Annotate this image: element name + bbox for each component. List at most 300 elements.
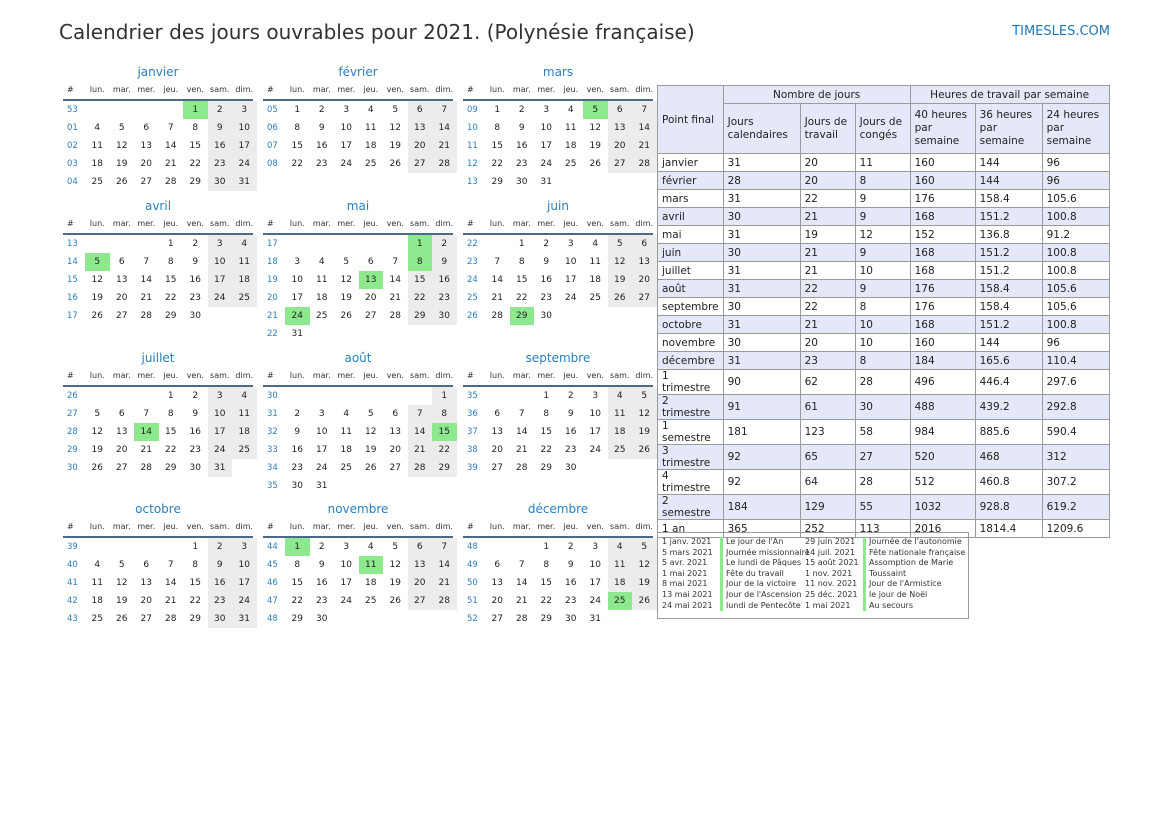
day-cell: 24 xyxy=(232,592,257,610)
summary-value: 62 xyxy=(800,370,855,395)
day-cell: 24 xyxy=(589,596,601,606)
weekday-label: jeu. xyxy=(563,85,579,94)
summary-value: 22 xyxy=(800,280,855,298)
day-cell: 5 xyxy=(632,538,657,556)
summary-value: 65 xyxy=(800,445,855,470)
summary-value: 31 xyxy=(723,262,800,280)
day-cell: 8 xyxy=(192,123,199,133)
day-cell xyxy=(334,387,359,405)
summary-value: 30 xyxy=(723,208,800,226)
header-point-final: Point final xyxy=(658,86,724,154)
day-cell: 27 xyxy=(365,311,377,321)
header-hours: Heures de travail par semaine xyxy=(910,86,1109,104)
day-cell: 20 xyxy=(632,271,657,289)
day-cell: 24 xyxy=(316,463,328,473)
week-number: 17 xyxy=(67,311,78,321)
weekday-header xyxy=(63,81,253,101)
week-number: 48 xyxy=(467,542,478,552)
day-cell: 29 xyxy=(189,614,201,624)
day-cell: 23 xyxy=(432,289,457,307)
weekday-label: sam. xyxy=(610,522,630,531)
day-cell xyxy=(510,538,535,556)
week-row xyxy=(463,271,653,289)
summary-value: 31 xyxy=(723,352,800,370)
holiday-date: 1 janv. 2021 xyxy=(662,537,712,546)
day-cell: 6 xyxy=(408,538,433,556)
day-cell xyxy=(232,459,257,477)
summary-value: 176 xyxy=(910,298,975,316)
summary-value: 9 xyxy=(855,208,910,226)
day-cell: 3 xyxy=(592,391,599,401)
day-cell: 7 xyxy=(632,101,657,119)
week-number: 20 xyxy=(267,293,278,303)
month-title: mai xyxy=(346,199,370,213)
day-cell: 21 xyxy=(632,137,657,155)
weekday-label: # xyxy=(67,85,74,94)
week-row xyxy=(263,101,453,119)
day-cell: 19 xyxy=(632,423,657,441)
day-cell: 22 xyxy=(491,159,503,169)
day-cell xyxy=(408,387,433,405)
day-cell: 21 xyxy=(140,445,152,455)
day-cell: 30 xyxy=(540,311,552,321)
summary-row xyxy=(658,280,1110,298)
day-cell: 2 xyxy=(318,542,325,552)
day-cell: 20 xyxy=(140,596,152,606)
summary-value: 165.6 xyxy=(975,352,1042,370)
summary-value: 8 xyxy=(855,172,910,190)
summary-value: 144 xyxy=(975,172,1042,190)
summary-value: 96 xyxy=(1042,154,1109,172)
day-cell: 1 xyxy=(494,105,501,115)
week-number: 37 xyxy=(467,427,478,437)
day-cell: 3 xyxy=(294,257,301,267)
week-row xyxy=(63,271,253,289)
day-cell: 9 xyxy=(567,409,574,419)
day-cell: 14 xyxy=(134,423,159,441)
weekday-label: lun. xyxy=(289,85,305,94)
summary-value: 158.4 xyxy=(975,190,1042,208)
day-cell: 31 xyxy=(316,481,328,491)
day-cell: 25 xyxy=(232,441,257,459)
week-number: 01 xyxy=(67,123,78,133)
holiday-item xyxy=(662,558,810,569)
month-6 xyxy=(63,350,253,477)
day-cell: 12 xyxy=(91,427,103,437)
summary-value: 11 xyxy=(855,154,910,172)
holiday-marker xyxy=(863,548,866,559)
week-number: 12 xyxy=(467,159,478,169)
day-cell: 26 xyxy=(608,289,633,307)
day-cell: 5 xyxy=(392,542,399,552)
day-cell: 19 xyxy=(632,574,657,592)
week-number: 02 xyxy=(67,141,78,151)
day-cell xyxy=(608,173,633,191)
weekday-label: ven. xyxy=(186,522,204,531)
week-row xyxy=(63,307,253,325)
weekday-label: sam. xyxy=(210,85,230,94)
weekday-label: mer. xyxy=(337,219,356,228)
day-cell: 6 xyxy=(408,101,433,119)
holiday-name: Jour de l'Armistice xyxy=(869,579,942,589)
day-cell xyxy=(583,307,608,325)
week-number: 39 xyxy=(467,463,478,473)
summary-value: 113 xyxy=(855,520,910,538)
summary-value: 8 xyxy=(855,298,910,316)
week-number: 23 xyxy=(467,257,478,267)
day-cell: 30 xyxy=(189,463,201,473)
day-cell: 13 xyxy=(408,119,433,137)
week-number: 41 xyxy=(67,578,78,588)
day-cell: 21 xyxy=(408,441,433,459)
day-cell: 24 xyxy=(285,307,310,325)
day-cell: 23 xyxy=(516,159,528,169)
week-number: 50 xyxy=(467,578,478,588)
day-cell: 15 xyxy=(291,141,303,151)
weekday-label: mar. xyxy=(112,85,131,94)
day-cell: 25 xyxy=(91,177,103,187)
day-cell: 16 xyxy=(291,445,303,455)
day-cell: 1 xyxy=(518,239,525,249)
month-9 xyxy=(63,501,253,628)
day-cell: 30 xyxy=(432,307,457,325)
week-row xyxy=(463,307,653,325)
summary-value: 100.8 xyxy=(1042,208,1109,226)
day-cell: 17 xyxy=(589,427,601,437)
day-cell xyxy=(134,538,159,556)
week-number: 26 xyxy=(467,311,478,321)
day-cell: 1 xyxy=(408,235,433,253)
day-cell xyxy=(85,235,110,253)
site-link[interactable]: TIMESLES.COM xyxy=(1012,24,1110,39)
summary-value: 158.4 xyxy=(975,280,1042,298)
week-number: 09 xyxy=(467,105,478,115)
summary-value: 307.2 xyxy=(1042,470,1109,495)
weekday-label: lun. xyxy=(89,371,105,380)
day-cell: 31 xyxy=(232,610,257,628)
day-cell: 26 xyxy=(589,159,601,169)
day-cell: 14 xyxy=(165,578,177,588)
day-cell: 16 xyxy=(316,578,328,588)
day-cell: 27 xyxy=(408,592,433,610)
day-cell: 15 xyxy=(165,427,177,437)
summary-value: 31 xyxy=(723,226,800,244)
day-cell: 30 xyxy=(291,481,303,491)
day-cell: 3 xyxy=(318,409,325,419)
period-label: décembre xyxy=(658,352,724,370)
holiday-item xyxy=(805,601,965,612)
day-cell: 7 xyxy=(494,257,501,267)
day-cell: 25 xyxy=(232,289,257,307)
summary-row xyxy=(658,208,1110,226)
week-number: 30 xyxy=(67,463,78,473)
day-cell xyxy=(559,307,584,325)
day-cell xyxy=(334,325,359,343)
weekday-label: # xyxy=(467,522,474,531)
day-cell: 16 xyxy=(565,578,577,588)
day-cell: 25 xyxy=(365,596,377,606)
summary-row xyxy=(658,495,1110,520)
day-cell xyxy=(110,387,135,405)
day-cell: 24 xyxy=(589,445,601,455)
weekday-label: # xyxy=(467,219,474,228)
weekday-label: lun. xyxy=(89,522,105,531)
day-cell: 27 xyxy=(408,155,433,173)
day-cell: 10 xyxy=(565,257,577,267)
weekday-header xyxy=(263,367,453,387)
weekday-label: # xyxy=(467,85,474,94)
day-cell xyxy=(432,610,457,628)
week-row xyxy=(263,574,453,592)
holiday-date: 15 août 2021 xyxy=(805,558,859,568)
month-1 xyxy=(263,64,453,173)
day-cell: 25 xyxy=(565,159,577,169)
summary-value: 64 xyxy=(800,470,855,495)
day-cell: 14 xyxy=(432,556,457,574)
weekday-header xyxy=(63,367,253,387)
day-cell: 26 xyxy=(389,596,401,606)
summary-row xyxy=(658,226,1110,244)
day-cell: 15 xyxy=(165,275,177,285)
holiday-date: 1 nov. 2021 xyxy=(805,568,853,578)
day-cell: 28 xyxy=(165,177,177,187)
day-cell xyxy=(310,387,335,405)
day-cell: 20 xyxy=(140,159,152,169)
day-cell: 25 xyxy=(365,159,377,169)
summary-row xyxy=(658,445,1110,470)
day-cell: 6 xyxy=(632,235,657,253)
day-cell: 29 xyxy=(291,614,303,624)
weekday-label: mar. xyxy=(512,371,531,380)
day-cell: 21 xyxy=(165,596,177,606)
day-cell xyxy=(510,387,535,405)
weekday-header xyxy=(463,367,653,387)
summary-row xyxy=(658,395,1110,420)
day-cell: 18 xyxy=(340,445,352,455)
week-row xyxy=(463,387,653,405)
day-cell xyxy=(383,477,408,495)
summary-value: 31 xyxy=(723,154,800,172)
day-cell xyxy=(310,235,335,253)
day-cell: 11 xyxy=(365,123,377,133)
week-row xyxy=(463,556,653,574)
day-cell: 2 xyxy=(432,235,457,253)
weekday-label: jeu. xyxy=(363,219,379,228)
day-cell: 10 xyxy=(589,560,601,570)
day-cell: 6 xyxy=(118,409,125,419)
month-title: août xyxy=(344,351,372,365)
day-cell: 13 xyxy=(491,427,503,437)
day-cell: 4 xyxy=(94,123,101,133)
day-cell: 20 xyxy=(608,137,633,155)
weekday-label: ven. xyxy=(186,219,204,228)
day-cell xyxy=(110,101,135,119)
holiday-legend xyxy=(657,532,969,619)
day-cell: 2 xyxy=(543,239,550,249)
holiday-name: Le lundi de Pâques xyxy=(726,558,802,568)
summary-value: 181 xyxy=(723,420,800,445)
day-cell: 26 xyxy=(91,311,103,321)
month-8 xyxy=(463,350,653,477)
day-cell: 19 xyxy=(91,445,103,455)
week-number: 48 xyxy=(267,614,278,624)
day-cell: 18 xyxy=(365,141,377,151)
day-cell: 4 xyxy=(367,542,374,552)
day-cell: 5 xyxy=(392,105,399,115)
summary-value: 520 xyxy=(910,445,975,470)
weekday-header xyxy=(263,518,453,538)
day-cell: 16 xyxy=(516,141,528,151)
week-number: 24 xyxy=(467,275,478,285)
day-cell: 28 xyxy=(432,592,457,610)
day-cell: 5 xyxy=(583,101,608,119)
summary-value: 152 xyxy=(910,226,975,244)
day-cell: 31 xyxy=(589,614,601,624)
weekday-label: lun. xyxy=(489,522,505,531)
day-cell: 22 xyxy=(516,293,528,303)
day-cell: 24 xyxy=(340,159,352,169)
holiday-marker xyxy=(720,579,723,590)
week-number: 22 xyxy=(267,329,278,339)
weekday-label: mer. xyxy=(137,522,156,531)
week-number: 08 xyxy=(267,159,278,169)
week-number: 35 xyxy=(267,481,278,491)
summary-value: 123 xyxy=(800,420,855,445)
summary-value: 252 xyxy=(800,520,855,538)
day-cell: 20 xyxy=(491,445,503,455)
day-cell: 13 xyxy=(491,578,503,588)
day-cell: 27 xyxy=(140,177,152,187)
day-cell: 1 xyxy=(192,542,199,552)
day-cell: 2 xyxy=(208,538,233,556)
week-row xyxy=(63,253,253,271)
week-row xyxy=(63,235,253,253)
period-label: 1 an xyxy=(658,520,724,538)
summary-value: 1814.4 xyxy=(975,520,1042,538)
day-cell: 26 xyxy=(632,592,657,610)
day-cell: 18 xyxy=(316,293,328,303)
day-cell: 2 xyxy=(518,105,525,115)
week-row xyxy=(463,423,653,441)
holiday-item xyxy=(662,579,810,590)
day-cell: 16 xyxy=(189,427,201,437)
day-cell: 11 xyxy=(316,275,328,285)
weekday-label: mer. xyxy=(537,522,556,531)
day-cell: 7 xyxy=(518,560,525,570)
day-cell: 18 xyxy=(589,275,601,285)
week-row xyxy=(63,289,253,307)
holiday-date: 13 mai 2021 xyxy=(662,589,713,599)
day-cell: 24 xyxy=(565,293,577,303)
day-cell: 1 xyxy=(294,105,301,115)
day-cell: 23 xyxy=(565,445,577,455)
summary-value: 158.4 xyxy=(975,298,1042,316)
day-cell: 7 xyxy=(432,101,457,119)
weekday-label: dim. xyxy=(635,371,654,380)
day-cell xyxy=(334,477,359,495)
week-number: 13 xyxy=(67,239,78,249)
page-title: Calendrier des jours ouvrables pour 2021. (Polynésie française) xyxy=(59,20,695,44)
day-cell: 7 xyxy=(143,409,150,419)
day-cell xyxy=(608,307,633,325)
day-cell xyxy=(432,477,457,495)
week-number: 53 xyxy=(67,105,78,115)
day-cell: 5 xyxy=(118,560,125,570)
weekday-label: dim. xyxy=(435,371,454,380)
weekday-label: sam. xyxy=(210,219,230,228)
day-cell: 10 xyxy=(340,560,352,570)
day-cell: 14 xyxy=(632,119,657,137)
weekday-label: mar. xyxy=(312,371,331,380)
week-number: 04 xyxy=(67,177,78,187)
summary-value: 460.8 xyxy=(975,470,1042,495)
day-cell: 14 xyxy=(165,141,177,151)
day-cell: 9 xyxy=(543,257,550,267)
day-cell xyxy=(408,477,433,495)
week-number: 40 xyxy=(67,560,78,570)
day-cell xyxy=(632,610,657,628)
summary-value: 10 xyxy=(855,316,910,334)
weekday-label: sam. xyxy=(210,371,230,380)
month-3 xyxy=(63,198,253,325)
week-number: 36 xyxy=(467,409,478,419)
day-cell xyxy=(632,173,657,191)
day-cell: 13 xyxy=(389,427,401,437)
day-cell: 1 xyxy=(183,101,208,119)
week-number: 18 xyxy=(267,257,278,267)
summary-value: 21 xyxy=(800,316,855,334)
summary-value: 90 xyxy=(723,370,800,395)
holiday-date: 5 mars 2021 xyxy=(662,547,713,557)
weekday-label: # xyxy=(67,522,74,531)
weekday-label: mer. xyxy=(337,371,356,380)
week-number: 21 xyxy=(267,311,278,321)
summary-value: 92 xyxy=(723,445,800,470)
holiday-name: Jour de la victoire xyxy=(726,579,797,589)
day-cell: 4 xyxy=(94,560,101,570)
weekday-label: ven. xyxy=(586,85,604,94)
day-cell: 29 xyxy=(165,311,177,321)
day-cell: 5 xyxy=(94,409,101,419)
week-row xyxy=(463,538,653,556)
holiday-date: 1 mai 2021 xyxy=(805,600,851,610)
week-row xyxy=(263,235,453,253)
day-cell: 27 xyxy=(632,289,657,307)
summary-row xyxy=(658,316,1110,334)
holiday-item xyxy=(662,590,810,601)
weekday-header xyxy=(463,215,653,235)
weekday-label: jeu. xyxy=(163,371,179,380)
day-cell: 16 xyxy=(565,427,577,437)
week-row xyxy=(263,137,453,155)
summary-value: 10 xyxy=(855,262,910,280)
day-cell: 21 xyxy=(389,293,401,303)
weekday-label: jeu. xyxy=(563,219,579,228)
period-label: février xyxy=(658,172,724,190)
day-cell: 7 xyxy=(167,123,174,133)
day-cell: 12 xyxy=(116,141,128,151)
day-cell: 13 xyxy=(116,427,128,437)
day-cell xyxy=(432,325,457,343)
summary-value: 28 xyxy=(855,470,910,495)
day-cell: 17 xyxy=(232,137,257,155)
holiday-name: Le jour de l'An xyxy=(726,537,784,546)
column-header: Jours de congés xyxy=(855,104,910,154)
period-label: juillet xyxy=(658,262,724,280)
weekday-label: ven. xyxy=(586,371,604,380)
week-number: 05 xyxy=(267,105,278,115)
week-row xyxy=(463,610,653,628)
